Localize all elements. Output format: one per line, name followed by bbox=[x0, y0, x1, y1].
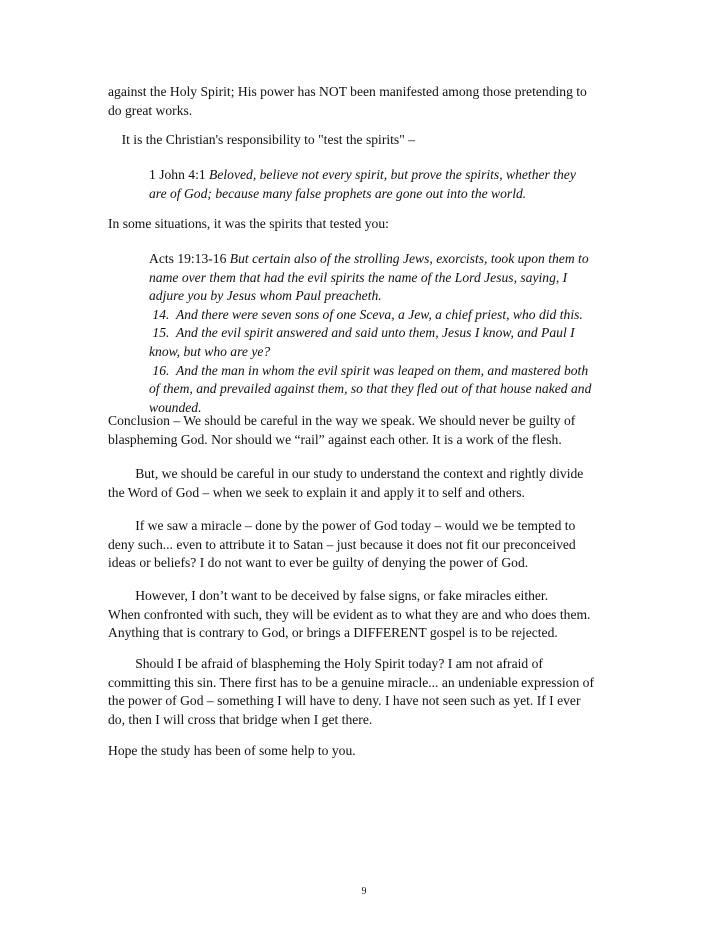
text-line: Should I be afraid of blaspheming the Holy Spirit today? I am not afraid of bbox=[108, 656, 543, 671]
text-line: But, we should be careful in our study to understand the context and rightly divide bbox=[108, 466, 584, 481]
paragraph-conclusion bbox=[108, 412, 628, 449]
text-line: Anything that is contrary to God, or brings a DIFFERENT gospel is to be rejected. bbox=[108, 625, 558, 641]
scripture-text: adjure you by Jesus whom Paul preacheth. bbox=[149, 288, 382, 304]
text-line: the power of God – something I will have to deny. I have not seen such as yet. If I ever bbox=[108, 693, 581, 709]
text-line: If we saw a miracle – done by the power of God today – would we be tempted to bbox=[108, 518, 576, 533]
paragraph-situations bbox=[108, 215, 628, 234]
scripture-text: wounded. bbox=[149, 399, 202, 415]
text-line: do great works. bbox=[108, 102, 193, 118]
scripture-text: Beloved, believe not every spirit, but prove the spirits, whether they bbox=[205, 167, 576, 182]
paragraph-closing bbox=[108, 742, 628, 761]
text-line: However, I don’t want to be deceived by false signs, or fake miracles either. bbox=[108, 588, 549, 603]
scripture-text: of them, and prevailed against them, so that they fled out of that house naked and bbox=[149, 381, 592, 397]
text-line: committing this sin. There first has to be a genuine miracle... an undeniable expression of bbox=[108, 674, 594, 690]
scripture-text: know, but who are ye? bbox=[149, 343, 271, 359]
scripture-reference: Acts 19:13-16 bbox=[149, 251, 227, 266]
page-number: 9 bbox=[361, 886, 367, 897]
scripture-text: name over them that had the evil spirits the name of the Lord Jesus, saying, I bbox=[149, 269, 568, 285]
text-line: It is the Christian's responsibility to "test the spirits" – bbox=[108, 132, 415, 147]
text-line: deny such... even to attribute it to Satan – just because it does not fit our preconceived bbox=[108, 536, 576, 552]
text-line: do, then I will cross that bridge when I get there. bbox=[108, 711, 373, 727]
scripture-reference: 1 John 4:1 bbox=[149, 167, 206, 182]
scripture-text: 15. And the evil spirit answered and said unto them, Jesus I know, and Paul I bbox=[149, 325, 575, 341]
text-line: the Word of God – when we seek to explain it and apply it to self and others. bbox=[108, 484, 525, 500]
paragraph-afraid bbox=[108, 655, 628, 729]
text-line: ideas or beliefs? I do not want to ever be guilty of denying the power of God. bbox=[108, 555, 529, 571]
scripture-quote-1john bbox=[149, 166, 629, 203]
scripture-text: 16. And the man in whom the evil spirit was leaped on them, and mastered both bbox=[149, 362, 589, 378]
text-line: against the Holy Spirit; His power has NOT been manifested among those pretending to bbox=[108, 84, 587, 99]
scripture-text: 14. And there were seven sons of one Sceva, a Jew, a chief priest, who did this. bbox=[149, 306, 583, 322]
scripture-text: are of God; because many false prophets are gone out into the world. bbox=[149, 185, 527, 201]
paragraph-miracle bbox=[108, 517, 628, 573]
paragraph-test-spirits bbox=[108, 131, 628, 150]
text-line: blaspheming God. Nor should we “rail” against each other. It is a work of the flesh. bbox=[108, 431, 562, 447]
paragraph-careful-study bbox=[108, 465, 628, 502]
text-line: Hope the study has been of some help to you. bbox=[108, 743, 356, 758]
scripture-text: But certain also of the strolling Jews, exorcists, took upon them to bbox=[226, 251, 589, 266]
paragraph-intro bbox=[108, 83, 628, 120]
paragraph-false-signs bbox=[108, 587, 628, 643]
scripture-quote-acts bbox=[149, 250, 629, 417]
text-line: Conclusion – We should be careful in the way we speak. We should never be guilty of bbox=[108, 413, 576, 428]
text-line: When confronted with such, they will be evident as to what they are and who does them. bbox=[108, 606, 591, 622]
text-line: In some situations, it was the spirits that tested you: bbox=[108, 216, 389, 231]
